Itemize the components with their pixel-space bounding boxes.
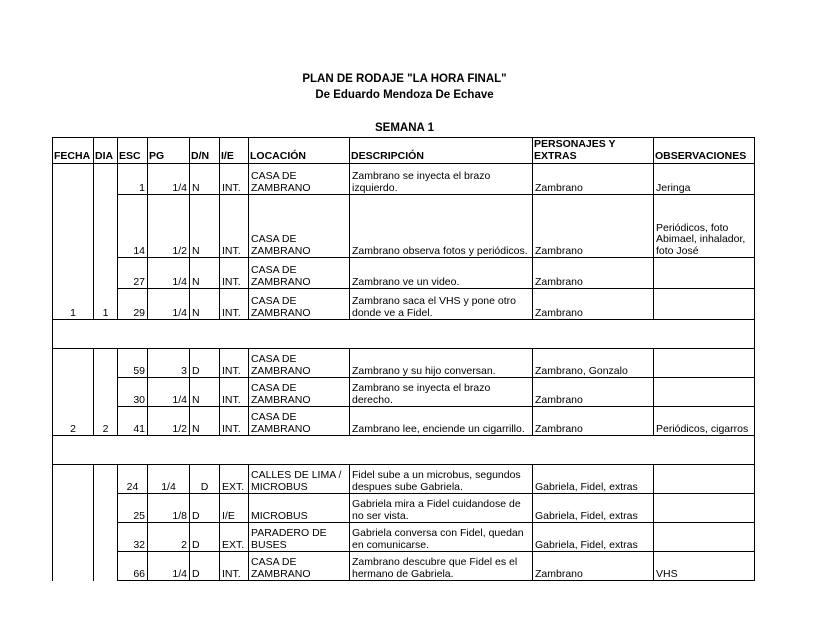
pg-cell: 1/4: [148, 164, 190, 195]
ie-cell: INT.: [220, 164, 249, 195]
table-row: [53, 407, 755, 436]
observaciones-cell: [654, 258, 755, 289]
observaciones-cell: [654, 523, 755, 552]
locacion-cell: PARADERO DE BUSES: [249, 523, 350, 552]
ie-cell: INT.: [220, 289, 249, 320]
esc-cell: 32: [118, 523, 148, 552]
observaciones-cell: [654, 494, 755, 523]
esc-cell: 25: [118, 494, 148, 523]
locacion-cell: CASA DE ZAMBRANO: [249, 378, 350, 407]
ie-cell: EXT.: [220, 465, 249, 494]
col-header-ie: I/E: [220, 138, 249, 164]
dn-cell: N: [190, 378, 220, 407]
day-separator-row: [53, 436, 755, 465]
dn-cell: N: [190, 289, 220, 320]
pg-cell: 1/2: [148, 407, 190, 436]
esc-cell: 24: [118, 465, 148, 494]
table-row: [53, 465, 755, 494]
descripcion-cell: Gabriela mira a Fidel cuidandose de no ser vista.: [350, 494, 533, 523]
col-header-personajes: PERSONAJES Y EXTRAS: [533, 138, 654, 164]
observaciones-cell: [654, 349, 755, 378]
fecha-cell: [53, 465, 94, 581]
locacion-cell: CASA DE ZAMBRANO: [249, 349, 350, 378]
esc-cell: 1: [118, 164, 148, 195]
shooting-schedule-table: [52, 137, 755, 581]
locacion-cell: MICROBUS: [249, 494, 350, 523]
table-row: [53, 494, 755, 523]
esc-cell: 29: [118, 289, 148, 320]
locacion-cell: CASA DE ZAMBRANO: [249, 164, 350, 195]
locacion-cell: CASA DE ZAMBRANO: [249, 258, 350, 289]
dn-cell: N: [190, 407, 220, 436]
personajes-cell: Zambrano: [533, 289, 654, 320]
dia-cell: 2: [94, 349, 118, 436]
personajes-cell: Zambrano: [533, 258, 654, 289]
descripcion-cell: Zambrano ve un video.: [350, 258, 533, 289]
locacion-cell: CASA DE ZAMBRANO: [249, 289, 350, 320]
descripcion-cell: Zambrano saca el VHS y pone otro donde ve a Fidel.: [350, 289, 533, 320]
document-title: PLAN DE RODAJE "LA HORA FINAL": [302, 73, 507, 85]
ie-cell: EXT.: [220, 523, 249, 552]
col-header-locacion: LOCACIÓN: [249, 138, 350, 164]
pg-cell: 1/4: [148, 552, 190, 581]
dn-cell: D: [190, 494, 220, 523]
fecha-cell: 1: [53, 164, 94, 320]
descripcion-cell: Zambrano observa fotos y periódicos.: [350, 195, 533, 258]
table-header-row: [53, 138, 755, 164]
separator-cell: [53, 320, 755, 349]
col-header-fecha: FECHA: [53, 138, 94, 164]
separator-cell: [53, 436, 755, 465]
personajes-cell: Zambrano: [533, 552, 654, 581]
col-header-pg: PG: [148, 138, 190, 164]
document-subtitle: De Eduardo Mendoza De Echave: [315, 89, 494, 101]
table-row: [53, 164, 755, 195]
pg-cell: 3: [148, 349, 190, 378]
descripcion-cell: Zambrano se inyecta el brazo izquierdo.: [350, 164, 533, 195]
dia-cell: 1: [94, 164, 118, 320]
observaciones-cell: Periódicos, cigarros: [654, 407, 755, 436]
personajes-cell: Zambrano, Gonzalo: [533, 349, 654, 378]
table-row: [53, 523, 755, 552]
personajes-cell: Zambrano: [533, 164, 654, 195]
locacion-cell: CASA DE ZAMBRANO: [249, 195, 350, 258]
table-row: [53, 289, 755, 320]
dn-cell: N: [190, 164, 220, 195]
col-header-esc: ESC: [118, 138, 148, 164]
pg-cell: 1/8: [148, 494, 190, 523]
dn-cell: D: [190, 552, 220, 581]
esc-cell: 30: [118, 378, 148, 407]
personajes-cell: Gabriela, Fidel, extras: [533, 523, 654, 552]
ie-cell: INT.: [220, 349, 249, 378]
dia-cell: [94, 465, 118, 581]
ie-cell: INT.: [220, 258, 249, 289]
table-row: [53, 195, 755, 258]
descripcion-cell: Zambrano lee, enciende un cigarrillo.: [350, 407, 533, 436]
descripcion-cell: Fidel sube a un microbus, segundos despues sube Gabriela.: [350, 465, 533, 494]
esc-cell: 66: [118, 552, 148, 581]
dn-cell: N: [190, 258, 220, 289]
day-separator-row: [53, 320, 755, 349]
pg-cell: 1/4: [148, 378, 190, 407]
pg-cell: 1/4: [148, 465, 190, 494]
dn-cell: D: [190, 349, 220, 378]
ie-cell: I/E: [220, 494, 249, 523]
descripcion-cell: Gabriela conversa con Fidel, quedan en comunicarse.: [350, 523, 533, 552]
observaciones-cell: [654, 465, 755, 494]
table-row: [53, 552, 755, 581]
ie-cell: INT.: [220, 552, 249, 581]
col-header-dn: D/N: [190, 138, 220, 164]
pg-cell: 2: [148, 523, 190, 552]
fecha-cell: 2: [53, 349, 94, 436]
pg-cell: 1/2: [148, 195, 190, 258]
table-row: [53, 378, 755, 407]
locacion-cell: CASA DE ZAMBRANO: [249, 407, 350, 436]
descripcion-cell: Zambrano descubre que Fidel es el hermano de Gabriela.: [350, 552, 533, 581]
observaciones-cell: [654, 289, 755, 320]
observaciones-cell: [654, 378, 755, 407]
col-header-dia: DIA: [94, 138, 118, 164]
col-header-observaciones: OBSERVACIONES: [654, 138, 755, 164]
personajes-cell: Zambrano: [533, 195, 654, 258]
observaciones-cell: Periódicos, foto Abimael, inhalador, foto José: [654, 195, 755, 258]
table-row: [53, 349, 755, 378]
ie-cell: INT.: [220, 195, 249, 258]
observaciones-cell: VHS: [654, 552, 755, 581]
locacion-cell: CASA DE ZAMBRANO: [249, 552, 350, 581]
pg-cell: 1/4: [148, 258, 190, 289]
locacion-cell: CALLES DE LIMA / MICROBUS: [249, 465, 350, 494]
esc-cell: 41: [118, 407, 148, 436]
col-header-descripcion: DESCRIPCIÓN: [350, 138, 533, 164]
dn-cell: D: [190, 523, 220, 552]
ie-cell: INT.: [220, 378, 249, 407]
dn-cell: D: [190, 465, 220, 494]
esc-cell: 59: [118, 349, 148, 378]
personajes-cell: Zambrano: [533, 407, 654, 436]
personajes-cell: Gabriela, Fidel, extras: [533, 494, 654, 523]
esc-cell: 27: [118, 258, 148, 289]
personajes-cell: Zambrano: [533, 378, 654, 407]
observaciones-cell: Jeringa: [654, 164, 755, 195]
esc-cell: 14: [118, 195, 148, 258]
ie-cell: INT.: [220, 407, 249, 436]
descripcion-cell: Zambrano y su hijo conversan.: [350, 349, 533, 378]
week-heading: SEMANA 1: [375, 122, 434, 134]
pg-cell: 1/4: [148, 289, 190, 320]
dn-cell: N: [190, 195, 220, 258]
personajes-cell: Gabriela, Fidel, extras: [533, 465, 654, 494]
descripcion-cell: Zambrano se inyecta el brazo derecho.: [350, 378, 533, 407]
table-row: [53, 258, 755, 289]
